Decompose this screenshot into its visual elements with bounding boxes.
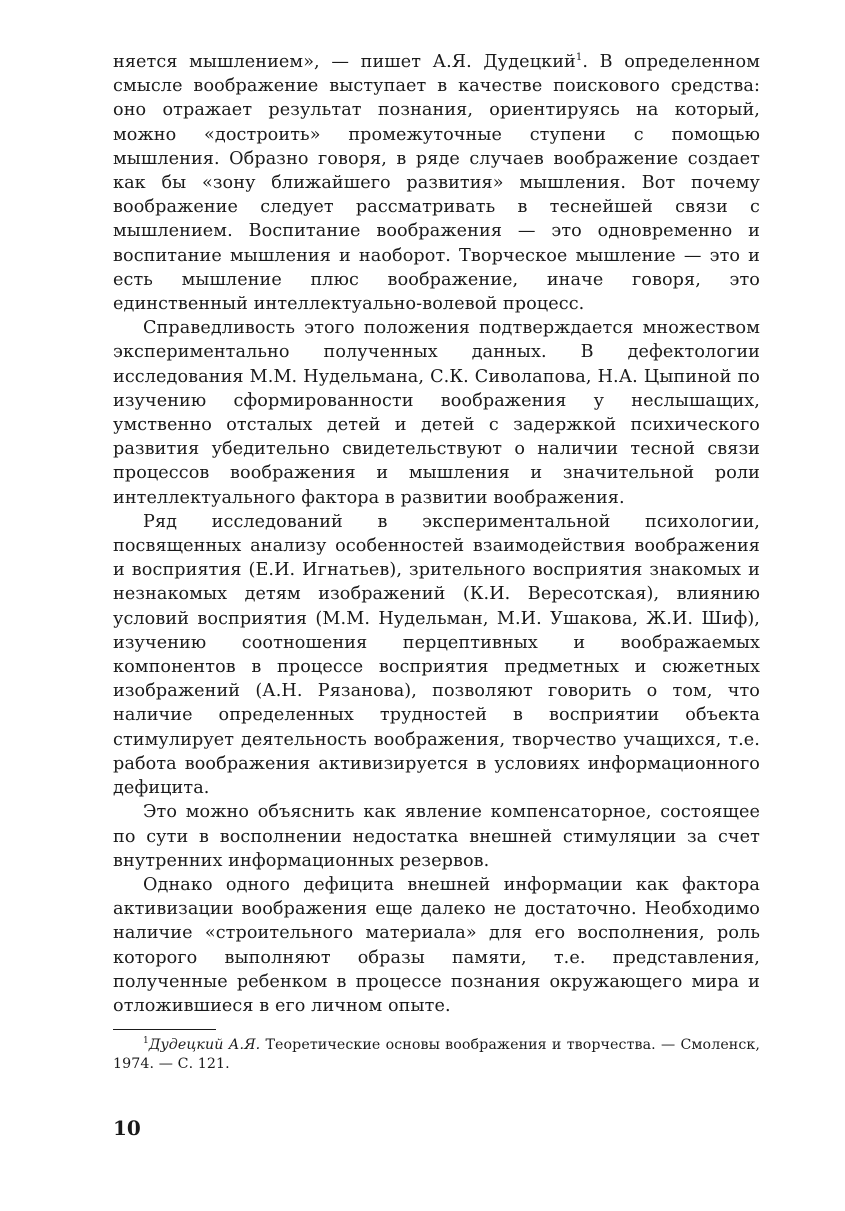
paragraph-5: Однако одного дефицита внешней информации как фактора активизации воображения еще далеко не достаточно. Необходимо наличие «строительного материала» для его восполнения, роль которого выполняют образы памяти, т.е. представления, полученные ребенком в процессе познания окружающего мира и отложившиеся в его личном опыте.	[113, 874, 760, 1016]
footnote-number: 1	[143, 1036, 149, 1047]
paragraph-1-start: няется мышлением», — пишет А.Я. Дудецкий	[113, 52, 576, 72]
footnote-divider	[113, 1029, 216, 1030]
footnote-author: Дудецкий А.Я.	[148, 1037, 261, 1054]
paragraph-3: Ряд исследований в экспериментальной психологии, посвященных анализу особенностей взаимодействия воображения и восприятия (Е.И. Игнатьев), зрительного восприятия знакомых и незнакомых детям изображений (К.И. Вересотская), влиянию условий восприятия (М.М. Нудельман, М.И. Ушакова, Ж.И. Шиф), изучению соотношения перцептивных и воображаемых компонентов в процессе восприятия предметных и сюжетных изображений (А.Н. Рязанова), позволяют говорить о том, что наличие определенных трудностей в восприятии объекта стимулирует деятельность воображения, творчество учащихся, т.е. работа воображения активизируется в условиях информационного дефицита.	[113, 511, 760, 799]
paragraph-1	[113, 50, 760, 316]
page-body	[113, 50, 760, 1074]
footnote-text: Теоретические основы воображения и творчества. — Смоленск, 1974. — С. 121.	[113, 1037, 760, 1073]
footnote-ref[interactable]: 1	[575, 52, 583, 63]
footnote	[113, 1036, 760, 1074]
paragraph-4: Это можно объяснить как явление компенсаторное, состоящее по сути в восполнении недостатка внешней стимуляции за счет внутренних информационных резервов.	[113, 802, 760, 871]
page-number: 10	[113, 1116, 141, 1140]
paragraph-1-rest: . В определенном смысле воображение выступает в качестве поискового средства: оно отражает результат познания, ориентируясь на который, можно «достроить» промежуточные ступени с помощью мышления. Образно говоря, в ряде случаев воображение создает как бы «зону ближайшего развития» мышления. Вот почему воображение следует рассматривать в теснейшей связи с мышлением. Воспитание воображения — это одновременно и воспитание мышления и наоборот. Творческое мышление — это и есть мышление плюс воображение, иначе говоря, это единственный интеллектуально-волевой процесс.	[113, 52, 760, 315]
paragraph-2: Справедливость этого положения подтверждается множеством экспериментально полученных данных. В дефектологии исследования М.М. Нудельмана, С.К. Сиволапова, Н.А. Цыпиной по изучению сформированности воображения у неслышащих, умственно отсталых детей и детей с задержкой психического развития убедительно свидетельствуют о наличии тесной связи процессов воображения и мышления и значительной роли интеллектуального фактора в развитии воображения.	[113, 318, 760, 508]
